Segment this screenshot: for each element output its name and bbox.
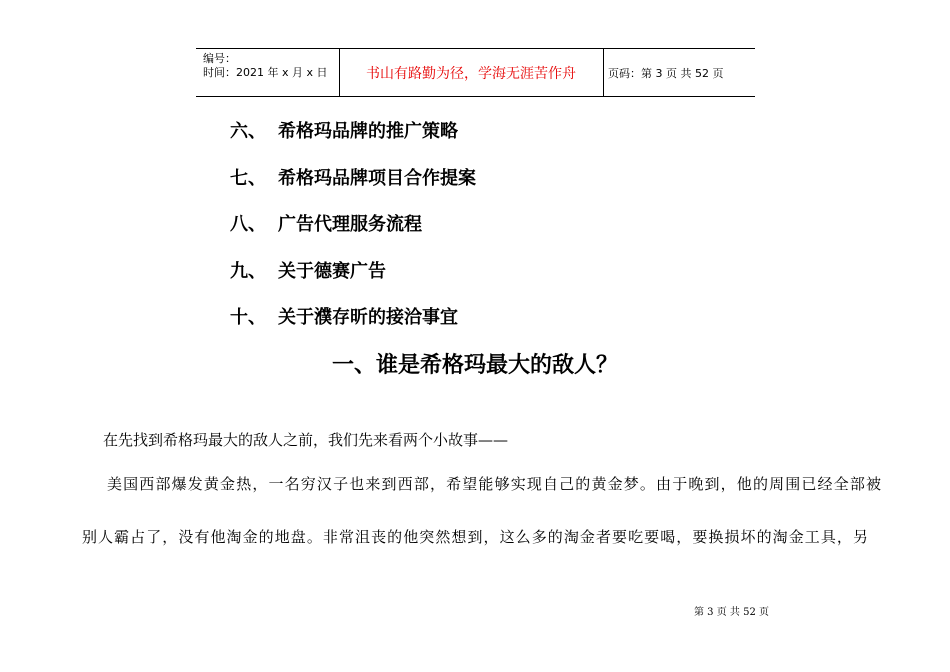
header-divider	[603, 49, 604, 96]
page-header	[196, 48, 755, 97]
serial-label: 编号：	[203, 52, 236, 65]
time-label: 时间：2021 年 x 月 x 日	[203, 66, 328, 79]
header-meta	[203, 52, 328, 80]
page-footer: 第 3 页 共 52 页	[694, 607, 769, 618]
toc-number: 十、	[230, 307, 266, 328]
section-heading: 一、谁是希格玛最大的敌人？	[331, 353, 618, 378]
toc-text: 希格玛品牌的推广策略	[278, 121, 458, 142]
toc-item	[230, 120, 458, 144]
paragraph-line: 别人霸占了，没有他淘金的地盘。非常沮丧的他突然想到，这么多的淘金者要吃要喝，要换损坏的淘金工具，另	[82, 528, 868, 546]
toc-number: 七、	[230, 168, 266, 189]
toc-text: 关于德赛广告	[278, 261, 386, 282]
header-page-code: 页码：第 3 页 共 52 页	[608, 66, 724, 80]
toc-item	[230, 213, 422, 237]
toc-item	[230, 167, 476, 191]
toc-number: 九、	[230, 261, 266, 282]
toc-item	[230, 260, 386, 284]
toc-text: 广告代理服务流程	[278, 214, 422, 235]
header-motto: 书山有路勤为径，学海无涯苦作舟	[366, 65, 576, 82]
toc-text: 关于濮存昕的接洽事宜	[278, 307, 458, 328]
toc-number: 八、	[230, 214, 266, 235]
toc-item	[230, 306, 458, 330]
toc-text: 希格玛品牌项目合作提案	[278, 168, 476, 189]
toc-number: 六、	[230, 121, 266, 142]
paragraph-line: 在先找到希格玛最大的敌人之前，我们先来看两个小故事——	[103, 431, 509, 449]
paragraph-line: 美国西部爆发黄金热，一名穷汉子也来到西部，希望能够实现自己的黄金梦。由于晚到，他的周围已经全部被	[107, 475, 881, 493]
